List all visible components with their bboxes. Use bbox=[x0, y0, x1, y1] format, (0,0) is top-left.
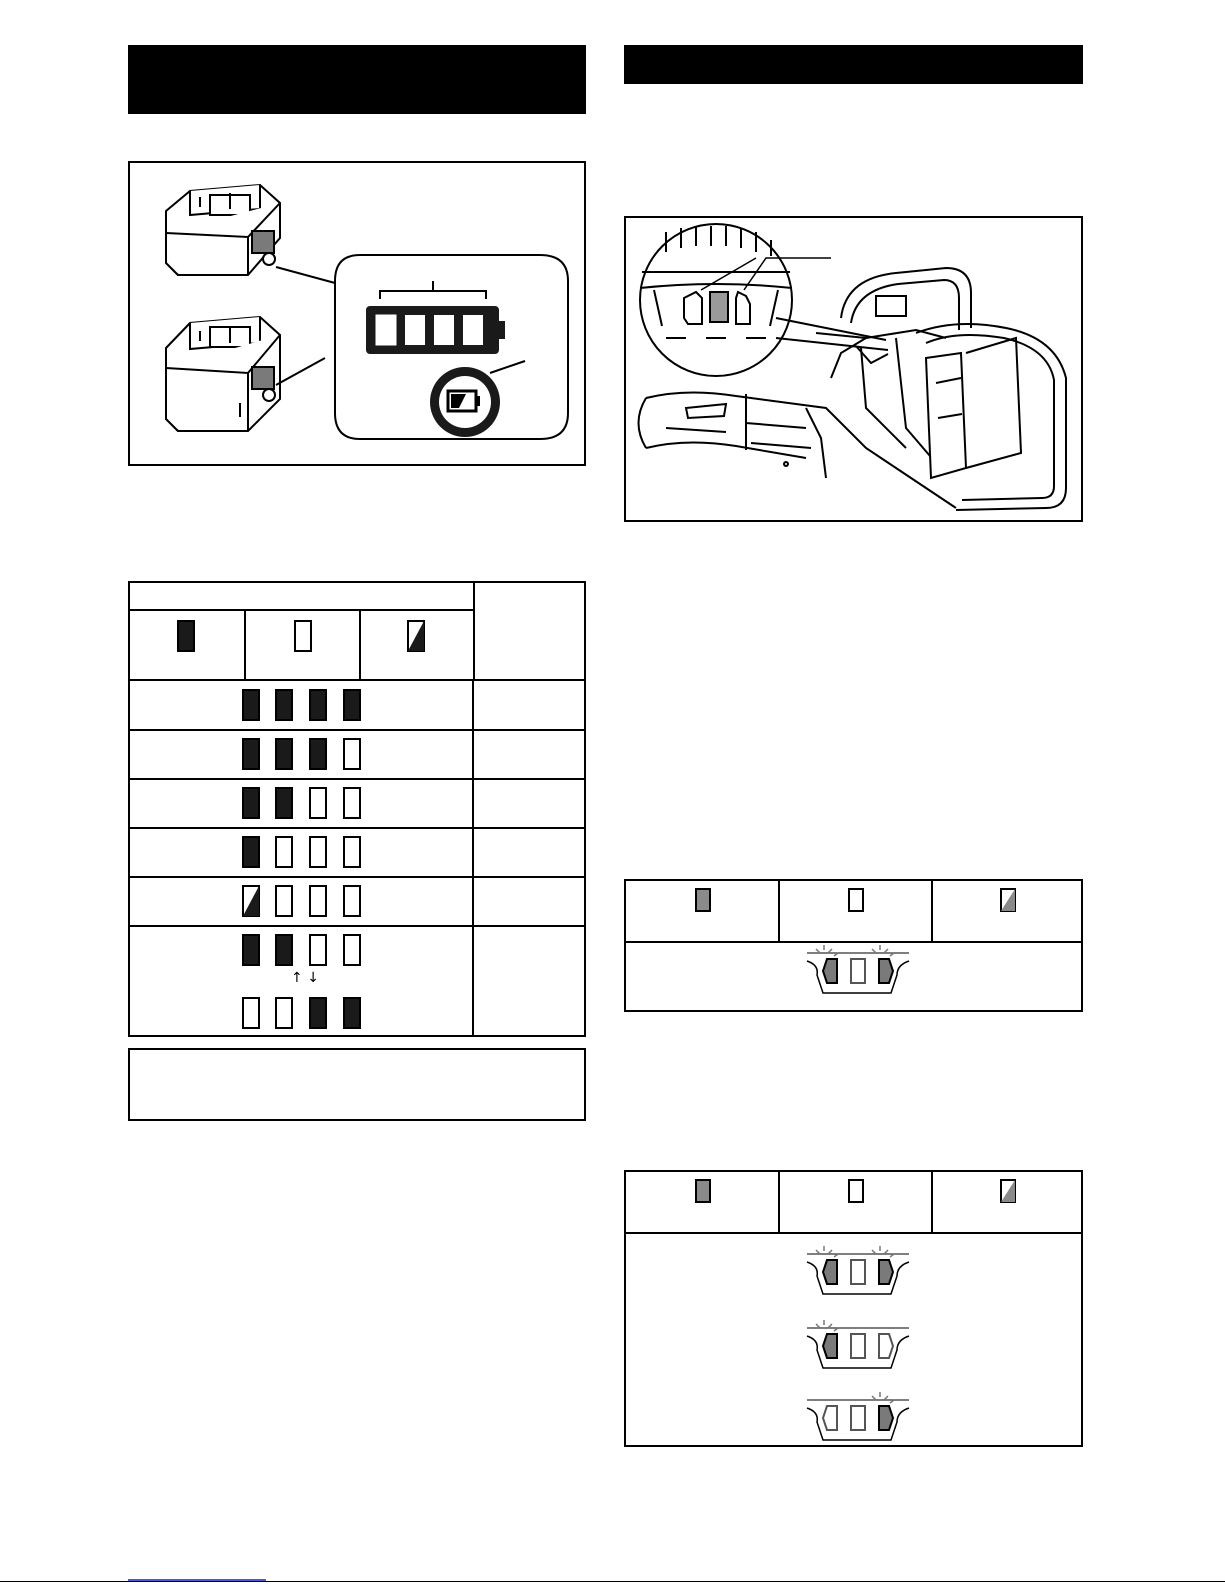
status-lamp bbox=[816, 945, 838, 983]
indicator-lamp-alt bbox=[310, 998, 326, 1028]
indicator-lamp bbox=[243, 690, 259, 720]
legend-off-cell bbox=[778, 881, 931, 941]
remaining-capacity-header bbox=[473, 583, 584, 679]
left-section-header bbox=[128, 45, 586, 114]
status-lamp bbox=[872, 1246, 894, 1284]
lamp-blinking-icon bbox=[1001, 1180, 1015, 1202]
footer-rule bbox=[0, 1581, 1225, 1582]
lamp-strips bbox=[626, 1234, 1081, 1447]
lamp-status-table-1 bbox=[624, 879, 1083, 1012]
status-lamp bbox=[879, 1334, 893, 1358]
legend-blinking-cell bbox=[359, 611, 473, 679]
indicator-lamp-alt bbox=[243, 998, 259, 1028]
legend-blinking-cell bbox=[931, 881, 1081, 941]
indicator-lamp bbox=[310, 690, 326, 720]
lamp-lighted-icon bbox=[696, 889, 710, 911]
indicator-lamp bbox=[344, 886, 360, 916]
indicator-lamp bbox=[276, 886, 292, 916]
indicator-lamp bbox=[243, 739, 259, 769]
indicator-lamp bbox=[276, 739, 292, 769]
lamp-off-icon bbox=[849, 889, 863, 911]
indicator-lamp-alt bbox=[276, 998, 292, 1028]
status-rows bbox=[626, 1232, 1081, 1445]
indicator-lamp bbox=[310, 886, 326, 916]
indicator-lamp bbox=[344, 935, 360, 965]
indicator-lamp bbox=[243, 935, 259, 965]
lamp-blinking-icon bbox=[408, 621, 424, 651]
remaining-capacity-table bbox=[128, 581, 586, 1037]
battery-pack-small-illustration bbox=[166, 185, 280, 275]
alternating-arrows: ↑ ↓ bbox=[291, 970, 319, 986]
lamp-lighted-icon bbox=[696, 1180, 710, 1202]
indicator-lamp bbox=[243, 837, 259, 867]
table-body bbox=[130, 679, 584, 1035]
indicator-lamp bbox=[310, 788, 326, 818]
indicator-lamp bbox=[243, 886, 259, 916]
magnified-lamps-view bbox=[640, 224, 888, 376]
indicator-lamp bbox=[276, 935, 292, 965]
status-lamp bbox=[816, 1320, 838, 1358]
status-row bbox=[626, 941, 1081, 1010]
status-lamp bbox=[851, 959, 865, 983]
lamp-status-table-2 bbox=[624, 1170, 1083, 1447]
lamp-lighted-icon bbox=[178, 621, 194, 651]
footer-link-underline[interactable] bbox=[128, 1579, 266, 1581]
tool-illustration bbox=[626, 218, 1081, 520]
indicator-lamp bbox=[243, 788, 259, 818]
lamp-off-icon bbox=[849, 1180, 863, 1202]
indicator-lamp bbox=[344, 739, 360, 769]
indicator-lamps-header bbox=[130, 583, 473, 611]
battery-indicator-figure bbox=[128, 161, 586, 466]
lamp-grid bbox=[130, 681, 584, 1037]
status-lamp bbox=[872, 945, 894, 983]
indicator-lamp-alt bbox=[344, 998, 360, 1028]
indicator-lamp bbox=[344, 690, 360, 720]
legend-lighted-cell bbox=[626, 881, 778, 941]
indicator-lamp bbox=[276, 690, 292, 720]
lamp-blinking-icon bbox=[1001, 889, 1015, 911]
indicator-lamp bbox=[344, 837, 360, 867]
status-lamp bbox=[816, 1246, 838, 1284]
indicator-lamp bbox=[276, 788, 292, 818]
legend-lighted-cell bbox=[130, 611, 244, 679]
tool-indicator-figure bbox=[624, 216, 1083, 522]
status-lamp bbox=[851, 1334, 865, 1358]
indicator-lamp bbox=[310, 837, 326, 867]
lamp-strip bbox=[626, 943, 1081, 1012]
lamp-off-icon bbox=[295, 621, 311, 651]
legend-off-cell bbox=[778, 1172, 931, 1232]
note-box bbox=[128, 1048, 586, 1121]
indicator-lamp bbox=[310, 739, 326, 769]
battery-pack-large-illustration bbox=[166, 317, 280, 431]
status-lamp bbox=[851, 1260, 865, 1284]
right-section-header bbox=[624, 45, 1083, 84]
legend-off-cell bbox=[244, 611, 359, 679]
battery-illustration bbox=[130, 163, 584, 464]
legend-lighted-cell bbox=[626, 1172, 778, 1232]
magnified-indicator-panel bbox=[335, 255, 568, 439]
indicator-lamp bbox=[344, 788, 360, 818]
indicator-lamp bbox=[310, 935, 326, 965]
status-lamp bbox=[823, 1406, 837, 1430]
legend-blinking-cell bbox=[931, 1172, 1081, 1232]
indicator-lamp bbox=[276, 837, 292, 867]
status-lamp bbox=[872, 1392, 894, 1430]
status-lamp bbox=[851, 1406, 865, 1430]
